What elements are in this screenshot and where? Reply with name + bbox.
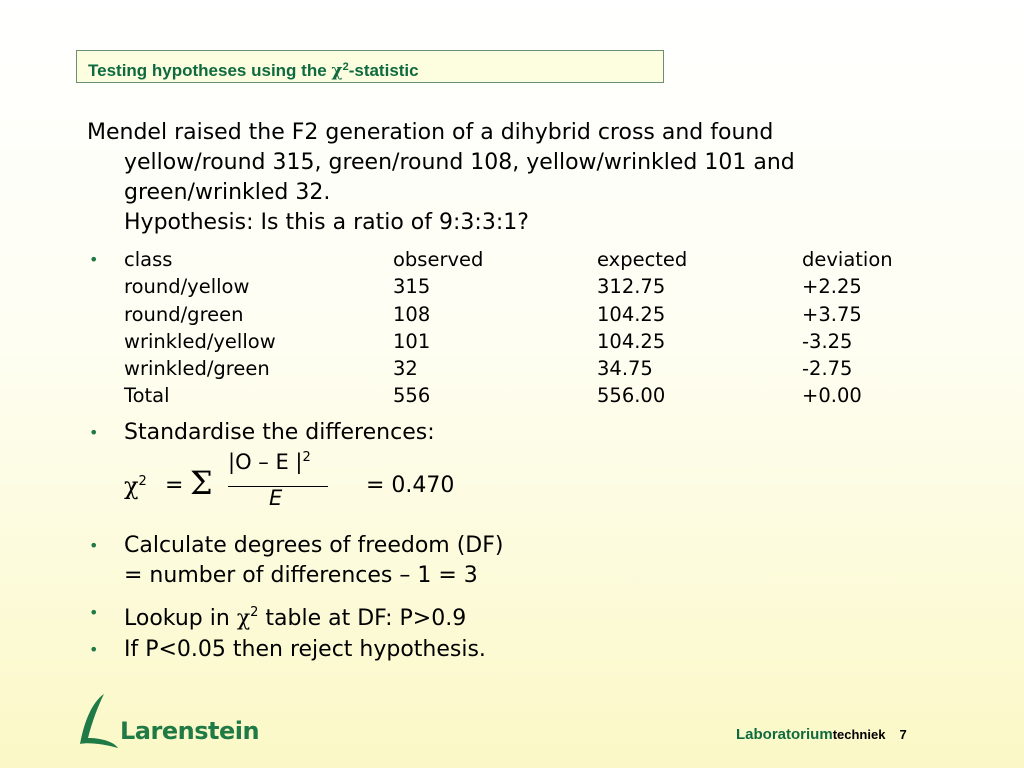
formula-chi (124, 472, 147, 500)
bullet-reject: • (89, 640, 99, 659)
footer-tech: techniek (832, 727, 886, 742)
cell-expected: 312.75 (597, 275, 666, 299)
cell-class: round/green (124, 302, 244, 326)
intro-paragraph (87, 118, 987, 238)
formula-sigma: Σ (190, 464, 213, 502)
dof-text (124, 531, 503, 591)
cell-class: Total (124, 384, 170, 408)
header-deviation: deviation (802, 248, 893, 271)
table-header-row (124, 246, 922, 273)
formula-numerator (228, 450, 311, 474)
cell-class: wrinkled/green (124, 357, 270, 381)
dof-line-1: Calculate degrees of freedom (DF) (124, 533, 504, 558)
slide-title (76, 50, 664, 83)
page-number: 7 (899, 727, 907, 742)
title-chi: χ (331, 61, 343, 81)
cell-deviation: -2.75 (802, 357, 853, 381)
cell-observed: 556 (393, 384, 431, 408)
reject-text: If P<0.05 then reject hypothesis. (124, 637, 486, 662)
footer-lab: Laboratorium (736, 726, 833, 743)
formula-numerator-text: |O – E | (228, 450, 303, 474)
observed-expected-table (124, 246, 922, 410)
intro-line-2: yellow/round 315, green/round 108, yellow/wrinkled 101 and (124, 150, 795, 175)
cell-deviation: +3.75 (802, 302, 862, 326)
lookup-text (124, 598, 466, 634)
title-chi-sup: 2 (342, 61, 349, 73)
footer (736, 726, 907, 744)
cell-deviation: +2.25 (802, 275, 862, 299)
cell-expected: 104.25 (597, 329, 666, 353)
table-row (124, 355, 922, 382)
bullet-table: • (89, 250, 99, 269)
chi-square-formula (124, 450, 524, 520)
intro-line-1: Mendel raised the F2 generation of a dihybrid cross and found (87, 120, 774, 145)
cell-deviation: +0.00 (802, 384, 862, 408)
lookup-chi (237, 606, 259, 631)
table-row (124, 273, 922, 300)
formula-numerator-sup: 2 (302, 450, 311, 465)
cell-expected: 34.75 (597, 357, 653, 381)
lookup-after: table at DF: P>0.9 (258, 606, 467, 631)
table-row (124, 301, 922, 328)
table-row (124, 328, 922, 355)
header-class: class (124, 248, 173, 271)
cell-observed: 101 (393, 329, 431, 353)
logo-text: Larenstein (120, 717, 260, 745)
cell-expected: 104.25 (597, 302, 666, 326)
formula-chi-sup: 2 (138, 474, 147, 489)
header-observed: observed (393, 248, 484, 271)
dof-line-2: = number of differences – 1 = 3 (124, 563, 478, 588)
bullet-standardise: • (89, 423, 99, 442)
intro-hypothesis: Hypothesis: Is this a ratio of 9:3:3:1? (124, 210, 529, 235)
header-expected: expected (597, 248, 688, 271)
cell-deviation: -3.25 (802, 329, 853, 353)
cell-observed: 108 (393, 302, 431, 326)
cell-expected: 556.00 (597, 384, 666, 408)
cell-class: wrinkled/yellow (124, 329, 276, 353)
formula-result: = 0.470 (366, 473, 455, 498)
standardise-text: Standardise the differences: (124, 420, 435, 445)
bullet-lookup: • (89, 603, 99, 622)
title-prefix: Testing hypotheses using the (88, 61, 332, 80)
lookup-chi-symbol: χ (236, 606, 251, 631)
formula-equals: = (165, 473, 184, 498)
title-suffix: -statistic (348, 61, 419, 80)
lookup-chi-sup: 2 (250, 605, 259, 620)
lookup-before: Lookup in (124, 606, 237, 631)
formula-chi-symbol: χ (124, 472, 139, 500)
table-total-row (124, 382, 922, 409)
bullet-dof: • (89, 536, 99, 555)
cell-observed: 32 (393, 357, 418, 381)
cell-observed: 315 (393, 275, 431, 299)
formula-denominator: E (269, 486, 283, 510)
intro-line-3: green/wrinkled 32. (124, 180, 331, 205)
cell-class: round/yellow (124, 275, 250, 299)
